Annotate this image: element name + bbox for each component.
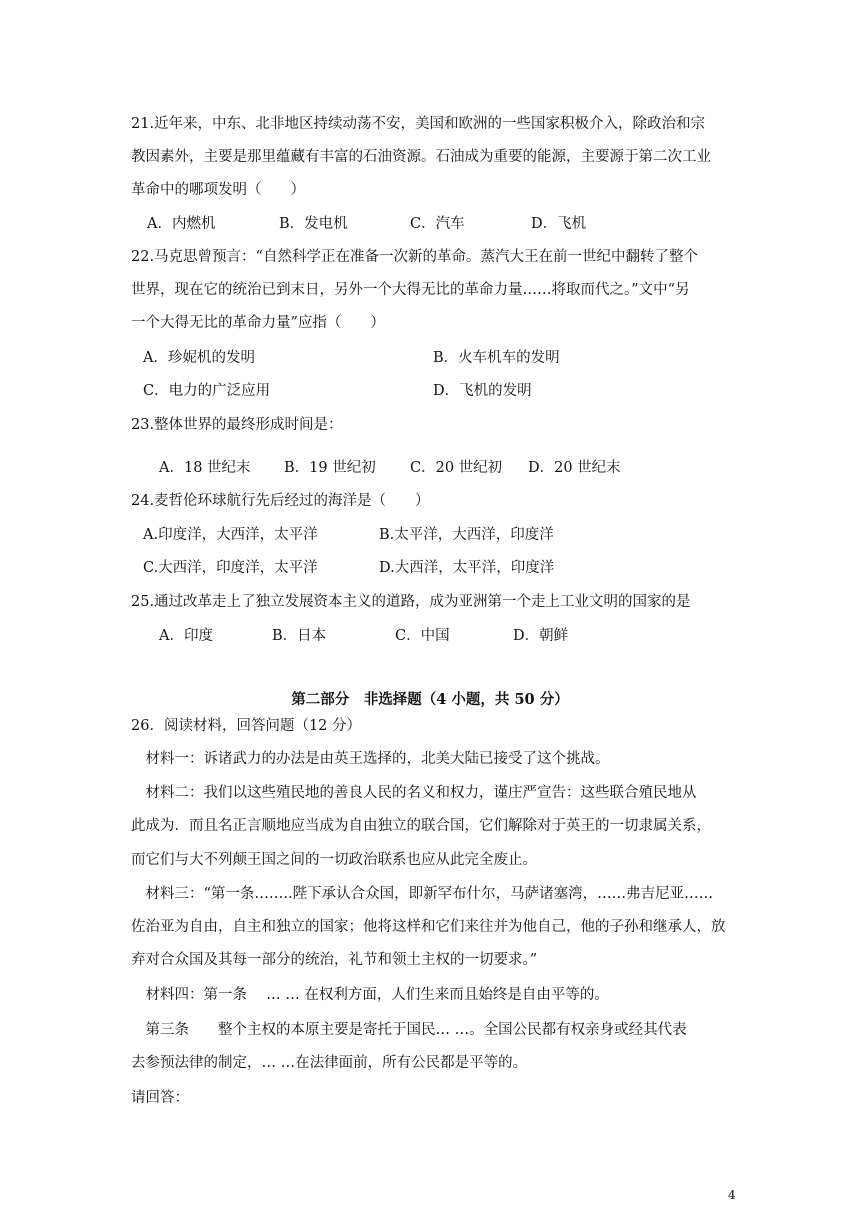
q26-material-2-line-1: 材料二：我们以这些殖民地的善良人民的名义和权力，谨庄严宣告：这些联合殖民地从: [131, 785, 697, 801]
q26-material-2-line-3: 而它们与大不列颠王国之间的一切政治联系也应从此完全废止。: [131, 852, 537, 868]
q26-prompt: 请回答：: [131, 1090, 189, 1106]
q21-line-3: 革命中的哪项发明（ ）: [131, 182, 305, 198]
section-2-title: 第二部分 非选择题（4 小题，共 50 分）: [291, 691, 569, 708]
q26-material-2-line-2: 此成为．而且名正言顺地应当成为自由独立的联合国，它们解除对于英王的一切隶属关系，: [131, 818, 711, 834]
q24-option-c: C.大西洋，印度洋，太平洋: [143, 560, 318, 576]
page-number: 4: [728, 1188, 736, 1202]
q26-material-4-line-3: 去参预法律的制定，… …在法律面前，所有公民都是平等的。: [131, 1055, 528, 1071]
q22-option-c: C．电力的广泛应用: [143, 383, 271, 399]
q21-option-d: D．飞机: [531, 216, 587, 232]
q25-option-a: A．印度: [159, 628, 213, 644]
q21-option-a: A．内燃机: [147, 216, 216, 232]
q22-line-1: 22.马克思曾预言：“自然科学正在准备一次新的革命。蒸汽大王在前一世纪中翻转了整个: [131, 249, 698, 265]
q24-option-b: B.太平洋，大西洋，印度洋: [379, 527, 554, 543]
q25-option-c: C．中国: [395, 628, 450, 644]
q21-line-1: 21.近年来，中东、北非地区持续动荡不安，美国和欧洲的一些国家积极介入，除政治和宗: [131, 116, 706, 132]
q25-option-b: B．日本: [272, 628, 327, 644]
q24-option-d: D.大西洋，太平洋，印度洋: [379, 560, 555, 576]
q25-line-1: 25.通过改革走上了独立发展资本主义的道路，成为亚洲第一个走上工业文明的国家的是: [131, 594, 691, 610]
q24-option-a: A.印度洋，大西洋，太平洋: [143, 527, 318, 543]
q26-intro: 26．阅读材料，回答问题（12 分）: [131, 718, 362, 734]
q24-line-1: 24.麦哲伦环球航行先后经过的海洋是（ ）: [131, 493, 430, 509]
q22-option-d: D．飞机的发明: [433, 383, 532, 399]
q26-material-1-line-1: 材料一：诉诸武力的办法是由英王选择的，北美大陆已接受了这个挑战。: [131, 751, 610, 767]
q22-option-b: B．火车机车的发明: [433, 350, 560, 366]
q26-material-4-line-1: 材料四：第一条 … … 在权利方面，人们生来而且始终是自由平等的。: [131, 987, 609, 1003]
q23-option-b: B．19 世纪初: [284, 460, 376, 476]
q23-line-1: 23.整体世界的最终形成时间是：: [131, 417, 343, 433]
q21-option-c: C．汽车: [410, 216, 465, 232]
q23-option-a: A．18 世纪末: [159, 460, 251, 476]
q21-option-b: B．发电机: [279, 216, 348, 232]
q21-line-2: 教因素外，主要是那里蕴藏有丰富的石油资源。石油成为重要的能源，主要源于第二次工业: [131, 149, 711, 165]
q26-material-3-line-3: 弃对合众国及其每一部分的统治，礼节和领土主权的一切要求。”: [131, 952, 538, 968]
q23-option-c: C．20 世纪初: [410, 460, 503, 476]
q22-option-a: A．珍妮机的发明: [143, 350, 255, 366]
q26-material-3-line-2: 佐治亚为自由，自主和独立的国家；他将这样和它们来往并为他自己，他的子孙和继承人，放: [131, 919, 726, 935]
q25-option-d: D．朝鲜: [513, 628, 569, 644]
q26-material-4-line-2: 第三条 整个主权的本原主要是寄托于国民… …。全国公民都有权亲身或经其代表: [131, 1022, 687, 1038]
q22-line-3: 一个大得无比的革命力量”应指（ ）: [131, 315, 385, 331]
q26-material-3-line-1: 材料三：“第一条……..陛下承认合众国，即新罕布什尔，马萨诸塞湾，……弗吉尼亚……: [131, 886, 714, 902]
q22-line-2: 世界，现在它的统治已到末日，另外一个大得无比的革命力量……将取而代之。”文中“另: [131, 282, 690, 298]
q23-option-d: D．20 世纪末: [528, 460, 621, 476]
